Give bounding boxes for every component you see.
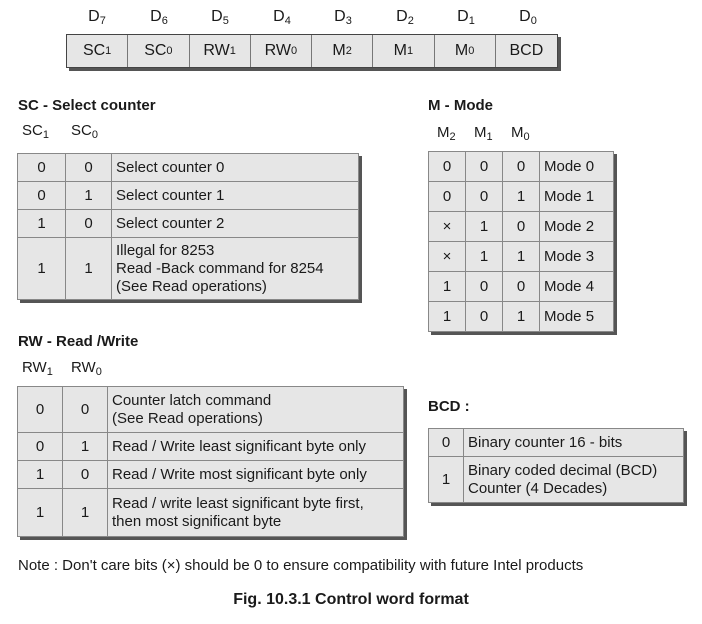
sc-desc-line: (See Read operations)	[116, 277, 267, 295]
table-row	[429, 182, 614, 212]
mode-m0: 0	[503, 212, 540, 242]
mode-m1: 1	[466, 212, 503, 242]
bit-label-d1: $D_1$	[457, 8, 475, 27]
rw-col-rw0: $RW_0$	[71, 359, 102, 378]
mode-m2: 0	[429, 182, 466, 212]
mode-m0: 1	[503, 242, 540, 272]
sc-b: 1	[66, 182, 112, 210]
mode-m2: ×	[429, 242, 466, 272]
sc-desc-line: Read -Back command for 8254	[116, 259, 324, 277]
table-row	[429, 242, 614, 272]
table-row	[429, 302, 614, 332]
sc-desc	[112, 238, 359, 300]
field-rw1: RW 1	[190, 35, 251, 67]
sc-col-sc0: $SC_0$	[71, 122, 98, 141]
field-sc0: SC 0	[128, 35, 189, 67]
table-row	[18, 433, 404, 461]
sc-desc-line: Illegal for 8253	[116, 241, 215, 259]
mode-heading: M - Mode	[428, 97, 493, 114]
mode-m0: 1	[503, 182, 540, 212]
mode-name: Mode 0	[540, 152, 614, 182]
sc-heading: SC - Select counter	[18, 97, 156, 114]
sc-a: 1	[18, 210, 66, 238]
sc-col-sc1: $SC_1$	[22, 122, 49, 141]
rw-a: 0	[18, 387, 63, 433]
field-m2: M 2	[312, 35, 373, 67]
mode-m0: 0	[503, 152, 540, 182]
mode-m1: 0	[466, 272, 503, 302]
field-rw0: RW 0	[251, 35, 312, 67]
table-row	[18, 210, 359, 238]
mode-m1: 0	[466, 152, 503, 182]
mode-col-m1: $M_1$	[474, 124, 493, 143]
sc-a: 0	[18, 182, 66, 210]
sc-b: 0	[66, 210, 112, 238]
rw-desc-line: Counter latch command	[112, 391, 272, 409]
mode-col-m0: $M_0$	[511, 124, 530, 143]
mode-m1: 1	[466, 242, 503, 272]
sc-a: 1	[18, 238, 66, 300]
mode-name: Mode 3	[540, 242, 614, 272]
table-row	[18, 182, 359, 210]
table-row	[18, 387, 404, 433]
mode-name: Mode 2	[540, 212, 614, 242]
figure-caption: Fig. 10.3.1 Control word format	[233, 591, 469, 608]
table-row	[18, 489, 404, 537]
rw-heading: RW - Read /Write	[18, 333, 139, 350]
field-m1: M 1	[373, 35, 434, 67]
rw-col-rw1: $RW_1$	[22, 359, 53, 378]
mode-name: Mode 4	[540, 272, 614, 302]
bit-label-d4: $D_4$	[273, 8, 291, 27]
mode-m0: 1	[503, 302, 540, 332]
rw-a: 0	[18, 433, 63, 461]
bit-label-d3: $D_3$	[334, 8, 352, 27]
sc-table	[17, 153, 359, 300]
mode-m2: 1	[429, 302, 466, 332]
mode-m2: 1	[429, 272, 466, 302]
bit-label-d0: $D_0$	[519, 8, 537, 27]
mode-m2: 0	[429, 152, 466, 182]
sc-desc: Select counter 0	[112, 154, 359, 182]
bcd-desc-line: Binary coded decimal (BCD)	[468, 461, 658, 479]
rw-b: 1	[63, 433, 108, 461]
bcd-value: 1	[429, 457, 464, 503]
rw-b: 1	[63, 489, 108, 537]
rw-desc	[108, 387, 404, 433]
mode-table	[428, 151, 614, 332]
bcd-desc	[464, 457, 684, 503]
rw-b: 0	[63, 387, 108, 433]
field-bcd: BCD	[496, 35, 557, 67]
mode-m0: 0	[503, 272, 540, 302]
mode-m1: 0	[466, 182, 503, 212]
control-word-row	[66, 34, 558, 68]
bit-label-d6: $D_6$	[150, 8, 168, 27]
table-row	[429, 272, 614, 302]
rw-b: 0	[63, 461, 108, 489]
mode-name: Mode 5	[540, 302, 614, 332]
rw-a: 1	[18, 461, 63, 489]
rw-desc-line: (See Read operations)	[112, 409, 263, 427]
bcd-heading: BCD :	[428, 398, 470, 415]
rw-desc: Read / Write least significant byte only	[108, 433, 404, 461]
mode-col-m2: $M_2$	[437, 124, 456, 143]
table-row	[18, 238, 359, 300]
bit-label-d5: $D_5$	[211, 8, 229, 27]
table-row	[429, 152, 614, 182]
sc-desc: Select counter 1	[112, 182, 359, 210]
bcd-desc-line: Counter (4 Decades)	[468, 479, 608, 497]
field-m0: M 0	[435, 35, 496, 67]
mode-m2: ×	[429, 212, 466, 242]
rw-desc: Read / Write most significant byte only	[108, 461, 404, 489]
sc-desc: Select counter 2	[112, 210, 359, 238]
table-row	[18, 154, 359, 182]
sc-a: 0	[18, 154, 66, 182]
table-row	[429, 429, 684, 457]
table-row	[18, 461, 404, 489]
bit-label-d7: $D_7$	[88, 8, 106, 27]
sc-b: 0	[66, 154, 112, 182]
mode-name: Mode 1	[540, 182, 614, 212]
rw-desc-line: then most significant byte	[112, 512, 282, 530]
rw-table	[17, 386, 404, 537]
footnote: Note : Don't care bits (×) should be 0 to ensure compatibility with future Intel products	[18, 557, 584, 574]
mode-m1: 0	[466, 302, 503, 332]
bcd-table	[428, 428, 684, 503]
rw-desc	[108, 489, 404, 537]
rw-desc-line: Read / write least significant byte first,	[112, 494, 364, 512]
table-row	[429, 457, 684, 503]
rw-a: 1	[18, 489, 63, 537]
table-row	[429, 212, 614, 242]
sc-b: 1	[66, 238, 112, 300]
bcd-value: 0	[429, 429, 464, 457]
bit-label-d2: $D_2$	[396, 8, 414, 27]
field-sc1: SC 1	[67, 35, 128, 67]
bcd-desc: Binary counter 16 - bits	[464, 429, 684, 457]
